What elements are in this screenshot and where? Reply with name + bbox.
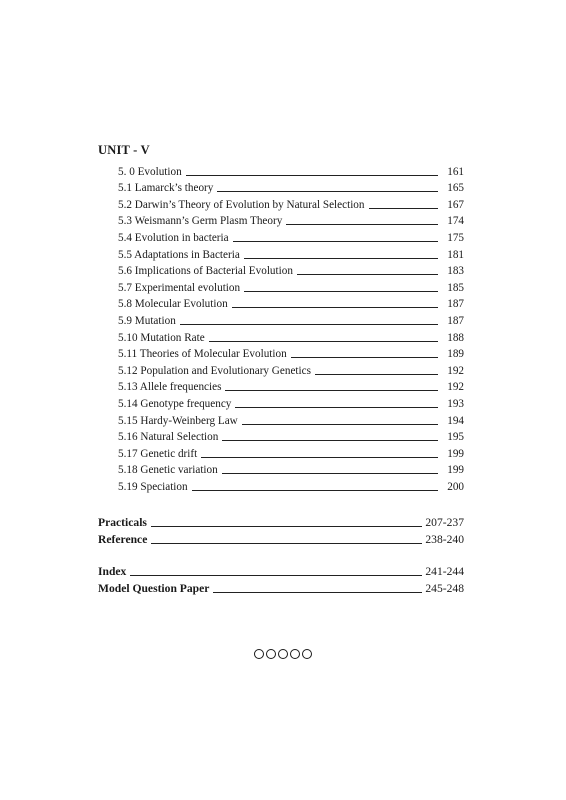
leader-line [180, 324, 438, 325]
back-matter-entry-page-number: 241-244 [425, 565, 464, 578]
leader-line [244, 258, 438, 259]
toc-entry [118, 327, 464, 344]
toc-entry-label: 5.19 Speciation [118, 480, 188, 493]
leader-line [225, 390, 438, 391]
back-matter-list-b [98, 561, 464, 595]
toc-entry-page-number: 181 [447, 248, 464, 261]
leader-line [242, 424, 438, 425]
leader-line [186, 175, 438, 176]
back-matter-entry [98, 561, 464, 578]
leader-line [291, 357, 438, 358]
toc-entry-label: 5.2 Darwin’s Theory of Evolution by Natural Selection [118, 198, 365, 211]
leader-line [151, 543, 422, 544]
toc-entry-label: 5.16 Natural Selection [118, 431, 219, 444]
toc-entry [118, 344, 464, 361]
ring-icon [254, 649, 264, 659]
leader-line [369, 208, 439, 209]
back-matter-entry-page-number: 207-237 [425, 516, 464, 529]
toc-entry [118, 443, 464, 460]
back-matter-entry-label: Practicals [98, 516, 147, 529]
ring-icon [290, 649, 300, 659]
toc-entry [118, 294, 464, 311]
toc-entry-page-number: 175 [447, 231, 464, 244]
five-rings-ornament-icon [254, 649, 312, 659]
toc-entry-label: 5.3 Weismann’s Germ Plasm Theory [118, 215, 283, 228]
toc-entry-label: 5.1 Lamarck’s theory [118, 182, 214, 195]
toc-entry [118, 161, 464, 178]
toc-entry [118, 427, 464, 444]
unit-title: UNIT - V [98, 143, 150, 157]
toc-entry [118, 377, 464, 394]
toc-entry-page-number: 167 [447, 198, 464, 211]
leader-line [217, 191, 438, 192]
leader-line [209, 341, 438, 342]
leader-line [201, 457, 438, 458]
leader-line [315, 374, 438, 375]
toc-entry-label: 5.5 Adaptations in Bacteria [118, 248, 240, 261]
toc-entry [118, 360, 464, 377]
toc-entry-label: 5.13 Allele frequencies [118, 381, 222, 394]
toc-entry-label: 5.8 Molecular Evolution [118, 298, 228, 311]
toc-entry-page-number: 192 [447, 364, 464, 377]
toc-entry-page-number: 161 [447, 165, 464, 178]
leader-line [213, 592, 422, 593]
toc-entry-label: 5.17 Genetic drift [118, 447, 198, 460]
toc-entry-label: 5.9 Mutation [118, 314, 176, 327]
toc-entry-label: 5.18 Genetic variation [118, 464, 218, 477]
back-matter-entry [98, 578, 464, 595]
back-matter-list-a [98, 512, 464, 546]
toc-entry-page-number: 193 [447, 397, 464, 410]
toc-entry [118, 211, 464, 228]
toc-entry-label: 5.14 Genotype frequency [118, 397, 232, 410]
toc-entry [118, 460, 464, 477]
toc-entry-page-number: 195 [447, 431, 464, 444]
toc-entry [118, 310, 464, 327]
toc-entry [118, 476, 464, 493]
toc-entry-page-number: 187 [447, 314, 464, 327]
leader-line [222, 440, 438, 441]
leader-line [192, 490, 438, 491]
back-matter-entry-label: Model Question Paper [98, 582, 210, 595]
leader-line [286, 224, 438, 225]
toc-entry-page-number: 192 [447, 381, 464, 394]
toc-entry-page-number: 199 [447, 447, 464, 460]
toc-entry [118, 227, 464, 244]
toc-entry-page-number: 194 [447, 414, 464, 427]
toc-entry-page-number: 183 [447, 265, 464, 278]
leader-line [130, 575, 422, 576]
back-matter-entry [98, 529, 464, 546]
leader-line [297, 274, 438, 275]
leader-line [222, 473, 438, 474]
toc-entry [118, 261, 464, 278]
back-matter-entry-page-number: 245-248 [425, 582, 464, 595]
toc-entry-label: 5.7 Experimental evolution [118, 281, 241, 294]
toc-entry-page-number: 174 [447, 215, 464, 228]
ring-icon [266, 649, 276, 659]
toc-entry-page-number: 187 [447, 298, 464, 311]
toc-entry [118, 393, 464, 410]
toc-entry-label: 5.10 Mutation Rate [118, 331, 205, 344]
leader-line [244, 291, 438, 292]
toc-entry [118, 194, 464, 211]
toc-entry [118, 277, 464, 294]
ring-icon [278, 649, 288, 659]
toc-entry-label: 5. 0 Evolution [118, 165, 182, 178]
toc-entry [118, 244, 464, 261]
toc-entry-label: 5.6 Implications of Bacterial Evolution [118, 265, 293, 278]
back-matter-entry-label: Reference [98, 533, 148, 546]
back-matter-entry-label: Index [98, 565, 127, 578]
back-matter-entry-page-number: 238-240 [425, 533, 464, 546]
toc-entry-label: 5.12 Population and Evolutionary Genetics [118, 364, 311, 377]
toc-entry [118, 410, 464, 427]
toc-entry-label: 5.4 Evolution in bacteria [118, 231, 229, 244]
toc-entry-page-number: 189 [447, 348, 464, 361]
toc-entry-page-number: 200 [447, 480, 464, 493]
toc-entry-page-number: 199 [447, 464, 464, 477]
toc-entry-page-number: 188 [447, 331, 464, 344]
toc-entry-page-number: 165 [447, 182, 464, 195]
toc-entry-label: 5.15 Hardy-Weinberg Law [118, 414, 238, 427]
back-matter-entry [98, 512, 464, 529]
toc-entry-label: 5.11 Theories of Molecular Evolution [118, 348, 287, 361]
ring-icon [302, 649, 312, 659]
leader-line [151, 526, 422, 527]
leader-line [235, 407, 438, 408]
leader-line [233, 241, 438, 242]
toc-entry [118, 178, 464, 195]
toc-entry-page-number: 185 [447, 281, 464, 294]
toc-list [118, 161, 464, 493]
leader-line [232, 307, 438, 308]
